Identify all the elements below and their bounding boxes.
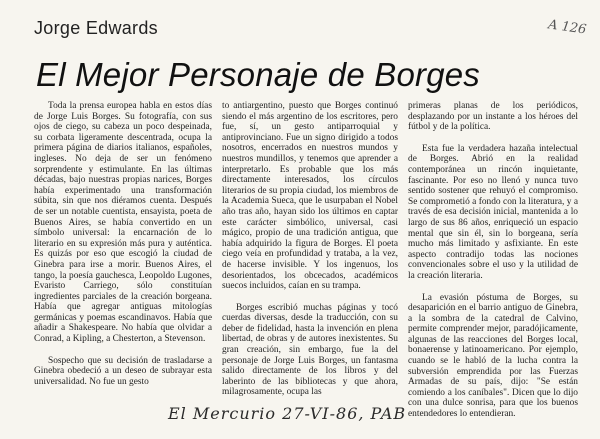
paragraph: La evasión póstuma de Borges, su desaparición en el barrio antiguo de Ginebra, a la sombra de la catedral de Calvino, permite comprender mejor, paradójicamente, algunas de las reacciones del Borges local, bonaerense y latinoamericano. Por ejemplo, cuando se le habló de la lucha contra la subversión emprendida por las Fuerzas Armadas de su país, dijo: "Se están comiendo a los caníbales". Dicen que lo dijo con una dulce sonrisa, para que los buenos entendedores lo entendieran. [408,292,578,420]
article-title: El Mejor Personaje de Borges [36,56,480,93]
column-1 [34,101,212,387]
page-mark: A 126 [546,17,587,38]
paragraph: Borges escribió muchas páginas y tocó cuerdas diversas, desde la traducción, con su deber de fidelidad, hasta la invención en plena libertad, de obras y de autores inexistentes. Su gran creación, sin embargo, fue la del personaje de Jorge Luis Borges, un fantasma salido directamente de los libros y del laberinto de las bibliotecas y que ahora, milagrosamente, ocupa las [222,302,398,398]
column-2 [222,101,398,398]
column-3 [408,101,578,420]
paragraph: Sospecho que su decisión de trasladarse a Ginebra obedeció a un deseo de subrayar esta universalidad. No fue un gesto [34,355,212,387]
author-name: Jorge Edwards [34,18,158,38]
handwritten-source-note: El Mercurio 27-VI-86, PAB [168,404,407,423]
paragraph: to antiargentino, puesto que Borges continuó siendo el más argentino de los escritores, pero fue, sí, un gesto antiparroquial y antiprovinciano. Fue un signo dirigido a todos nosotros, encerrados en nuestros mundos y nuestros mundillos, y tenemos que aprender a interpretarlo. Es probable que los más directamente interesados, los círculos literarios de su propia ciudad, los miembros de la Academia Sueca, que le usurpaban el Nobel año tras año, hayan sido los últimos en captar este carácter simbólico, universal, casi mágico, propio de una tradición antigua, que había adquirido la figura de Borges. El poeta ciego veía en profundidad y trataba, a la vez, de hacerse invisible. Y los ingenuos, los desorientados, los obcecados, académicos suecos incluidos, caían en su trampa. [222,101,398,292]
paragraph: primeras planas de los periódicos, desplazando por un instante a los héroes del fútbol y de la política. [408,101,578,133]
paragraph: Toda la prensa europea habla en estos días de Jorge Luis Borges. Su fotografía, con sus ojos de ciego, su cabeza un poco despeinada, su corbata ligeramente descentrada, ocupa la primera página de diarios italianos, españoles, ingleses. No deja de ser un fenómeno sorprendente y estimulante. En las últimas décadas, bajo nuestras propias narices, Borges había experimentado una transformación súbita, sin que nos diéramos cuenta. Después de ser un notable cuentista, ensayista, poeta de Buenos Aires, se había convertido en un símbolo universal: la encarnación de lo literario en su expresión más pura y auténtica. Es quizás por eso que escogió la ciudad de Ginebra para irse a morir. Buenos Aires, el tango, la poesía gauchesca, Leopoldo Lugones, Evaristo Carriego, sólo constituían ingredientes parciales de la creación borgeana. Había que agregar antiguas mitologías germánicas y poemas escandinavos. Había que añadir a Shakespeare. No había que olvidar a Conrad, a Kipling, a Chesterton, a Stevenson. [34,101,212,345]
paragraph: Esta fue la verdadera hazaña intelectual de Borges. Abrió en la realidad contemporánea un rincón inquietante, fascinante. Por eso no llenó y nunca tuvo sentido sostener que rehuyó el compromiso. Se comprometió a fondo con la literatura, y a través de esa decisión inicial, mantenida a lo largo de sus 86 años, enriqueció un espacio mental que sin él, sin lo borgeana, sería mucho más limitado y asfixiante. En este aspecto contradijo todas las nociones convencionales sobre el uso y la utilidad de la creación literaria. [408,143,578,281]
